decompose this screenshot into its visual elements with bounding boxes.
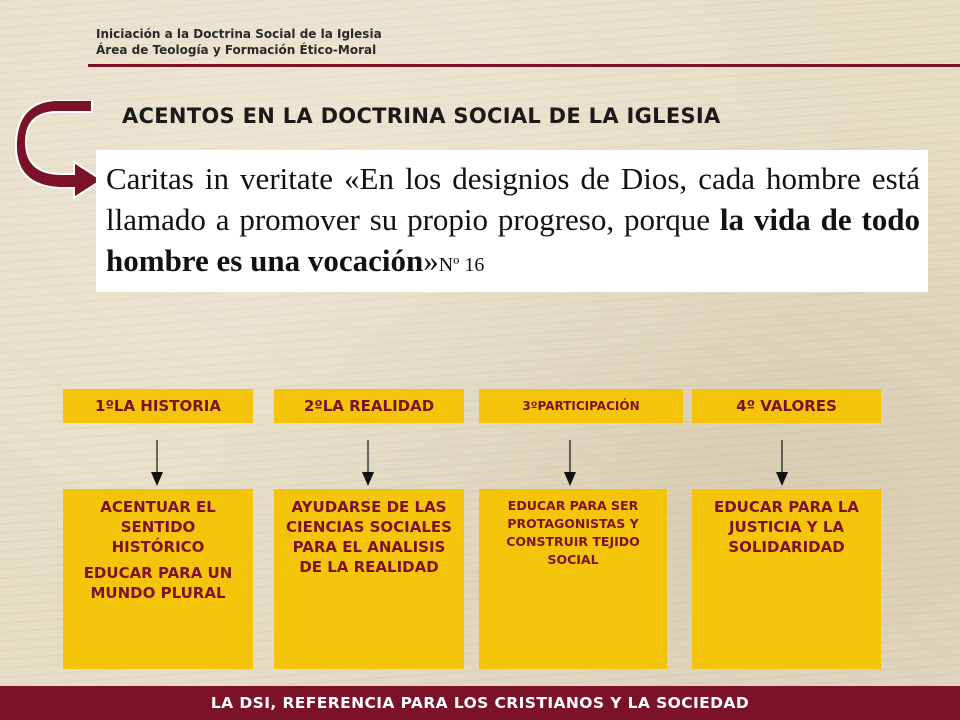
slide-header [96,26,382,58]
pillar-body-line: EDUCAR PARA LA JUSTICIA Y LA SOLIDARIDAD [713,498,860,556]
pillar-header-realidad: 2ºLA REALIDAD [274,389,464,423]
pillar-body-line: EDUCAR PARA UN MUNDO PLURAL [83,564,233,602]
arrow-down-icon [775,440,789,486]
quote-reference: Nº 16 [438,254,485,276]
footer-banner [0,686,960,720]
pillar-body-historia [63,489,253,669]
curved-arrow-shape [16,100,102,198]
pillar-header-valores: 4º VALORES [692,389,881,423]
pillar-header-historia: 1ºLA HISTORIA [63,389,253,423]
pillar-body-line: AYUDARSE DE LAS CIENCIAS SOCIALES PARA EL ANALISIS DE LA REALIDAD [286,498,452,576]
pillar-body-line: EDUCAR PARA SER PROTAGONISTAS Y CONSTRUIR TEJIDO SOCIAL [506,498,640,567]
arrow-down-icon [150,440,164,486]
quote-text [106,158,920,286]
arrow-down-icon [361,440,375,486]
quote-plain: Caritas in veritate «En los designios de Dios, cada hombre está llamado a promover su propio progreso, porque [106,161,920,237]
arrow-down-icon [563,440,577,486]
quote-emphasis: la vida de todo hombre es una vocación [106,202,921,278]
pillar-body-valores [692,489,881,669]
quote-box [96,150,928,292]
pillar-body-line: ACENTUAR EL SENTIDO HISTÓRICO [100,498,216,556]
header-course-title: Iniciación a la Doctrina Social de la Iglesia [96,27,382,41]
section-title: ACENTOS EN LA DOCTRINA SOCIAL DE LA IGLESIA [122,104,721,128]
pillar-body-realidad [274,489,464,669]
pillar-header-participacion: 3ºPARTICIPACIÓN [479,389,683,423]
footer-text: LA DSI, REFERENCIA PARA LOS CRISTIANOS Y LA SOCIEDAD [210,694,750,712]
quote-close: » [423,243,439,278]
header-area: Área de Teología y Formación Ético-Moral [96,43,377,57]
header-divider [88,64,960,67]
pillar-body-participacion [479,489,667,669]
